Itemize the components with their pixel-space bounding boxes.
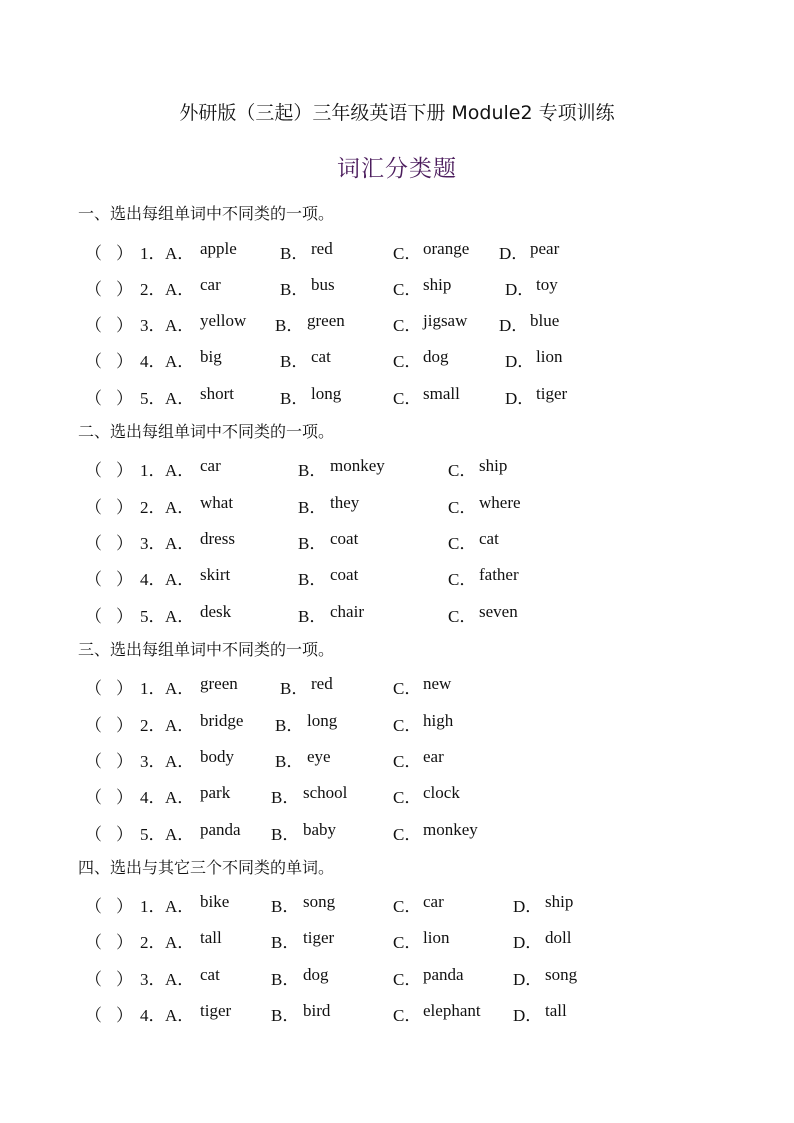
question-row xyxy=(0,347,794,369)
option-word: seven xyxy=(479,602,518,621)
answer-blank-close: ） xyxy=(116,498,133,517)
option-label: C． xyxy=(448,534,477,553)
question-number: 4． xyxy=(140,570,166,589)
option-label: A． xyxy=(165,788,195,807)
option-label: C． xyxy=(393,244,422,263)
question-number: 3． xyxy=(140,970,166,989)
answer-blank-open: （ xyxy=(85,897,102,916)
option-word: car xyxy=(200,456,221,475)
question-number: 3． xyxy=(140,534,166,553)
option-word: car xyxy=(423,892,444,911)
question-row xyxy=(0,311,794,333)
option-label: C． xyxy=(393,679,422,698)
option-label: B． xyxy=(280,389,309,408)
question-number: 2． xyxy=(140,933,166,952)
option-word: father xyxy=(479,565,519,584)
option-label: A． xyxy=(165,316,195,335)
option-word: doll xyxy=(545,928,572,947)
option-label: B． xyxy=(280,679,309,698)
question-number: 1． xyxy=(140,461,166,480)
option-word: cat xyxy=(200,965,220,984)
section-heading: 二、选出每组单词中不同类的一项。 xyxy=(78,422,335,441)
answer-blank-close: ） xyxy=(116,461,133,480)
question-row xyxy=(0,456,794,478)
question-number: 2． xyxy=(140,716,166,735)
section-heading: 三、选出每组单词中不同类的一项。 xyxy=(78,640,335,659)
option-label: B． xyxy=(298,570,327,589)
question-row xyxy=(0,239,794,261)
option-label: A． xyxy=(165,461,195,480)
answer-blank-close: ） xyxy=(116,534,133,553)
option-label: C． xyxy=(393,389,422,408)
option-word: clock xyxy=(423,783,460,802)
question-number: 5． xyxy=(140,607,166,626)
option-word: cat xyxy=(479,529,499,548)
option-label: B． xyxy=(271,970,300,989)
option-label: D． xyxy=(513,970,543,989)
option-word: lion xyxy=(423,928,450,947)
option-label: B． xyxy=(275,316,304,335)
option-label: B． xyxy=(271,788,300,807)
option-label: B． xyxy=(298,607,327,626)
option-word: tiger xyxy=(536,384,568,403)
option-label: A． xyxy=(165,825,195,844)
option-word: song xyxy=(303,892,336,911)
option-label: C． xyxy=(393,752,422,771)
option-word: skirt xyxy=(200,565,231,584)
question-row xyxy=(0,275,794,297)
question-number: 4． xyxy=(140,788,166,807)
answer-blank-open: （ xyxy=(85,607,102,626)
answer-blank-close: ） xyxy=(116,1006,133,1025)
option-label: A． xyxy=(165,679,195,698)
question-row xyxy=(0,674,794,696)
option-label: D． xyxy=(513,897,543,916)
option-word: small xyxy=(423,384,460,403)
option-word: cat xyxy=(311,347,331,366)
question-row xyxy=(0,783,794,805)
option-word: ship xyxy=(479,456,508,475)
option-label: B． xyxy=(280,280,309,299)
option-word: where xyxy=(479,493,521,512)
option-label: C． xyxy=(393,1006,422,1025)
question-row xyxy=(0,384,794,406)
question-row xyxy=(0,928,794,950)
option-word: car xyxy=(200,275,221,294)
answer-blank-open: （ xyxy=(85,534,102,553)
option-word: baby xyxy=(303,820,337,839)
option-label: B． xyxy=(271,933,300,952)
question-number: 5． xyxy=(140,389,166,408)
option-label: A． xyxy=(165,389,195,408)
question-row xyxy=(0,965,794,987)
option-label: A． xyxy=(165,570,195,589)
answer-blank-open: （ xyxy=(85,461,102,480)
question-number: 2． xyxy=(140,280,166,299)
option-label: D． xyxy=(513,933,543,952)
option-word: song xyxy=(545,965,578,984)
page-subtitle: 词汇分类题 xyxy=(337,156,457,182)
option-word: jigsaw xyxy=(423,311,468,330)
option-label: C． xyxy=(393,933,422,952)
answer-blank-open: （ xyxy=(85,970,102,989)
option-word: bike xyxy=(200,892,230,911)
answer-blank-open: （ xyxy=(85,788,102,807)
option-word: ear xyxy=(423,747,444,766)
option-word: red xyxy=(311,674,333,693)
option-label: A． xyxy=(165,897,195,916)
option-label: B． xyxy=(298,534,327,553)
option-word: green xyxy=(200,674,238,693)
option-word: bird xyxy=(303,1001,331,1020)
option-label: B． xyxy=(271,897,300,916)
option-label: C． xyxy=(448,607,477,626)
answer-blank-close: ） xyxy=(116,897,133,916)
option-word: panda xyxy=(423,965,464,984)
option-label: A． xyxy=(165,244,195,263)
question-number: 4． xyxy=(140,1006,166,1025)
answer-blank-close: ） xyxy=(116,752,133,771)
option-label: B． xyxy=(298,498,327,517)
answer-blank-close: ） xyxy=(116,970,133,989)
answer-blank-close: ） xyxy=(116,280,133,299)
option-label: B． xyxy=(275,716,304,735)
section-heading: 四、选出与其它三个不同类的单词。 xyxy=(78,858,335,877)
option-word: new xyxy=(423,674,452,693)
option-word: big xyxy=(200,347,222,366)
question-row xyxy=(0,711,794,733)
answer-blank-close: ） xyxy=(116,933,133,952)
option-label: B． xyxy=(275,752,304,771)
question-number: 1． xyxy=(140,244,166,263)
option-word: coat xyxy=(330,529,359,548)
answer-blank-open: （ xyxy=(85,316,102,335)
option-word: dog xyxy=(303,965,329,984)
answer-blank-close: ） xyxy=(116,389,133,408)
answer-blank-open: （ xyxy=(85,352,102,371)
option-word: green xyxy=(307,311,345,330)
option-word: coat xyxy=(330,565,359,584)
option-word: bridge xyxy=(200,711,244,730)
answer-blank-open: （ xyxy=(85,389,102,408)
question-number: 4． xyxy=(140,352,166,371)
question-row xyxy=(0,1001,794,1023)
option-word: long xyxy=(307,711,338,730)
option-word: monkey xyxy=(423,820,478,839)
answer-blank-open: （ xyxy=(85,1006,102,1025)
option-label: C． xyxy=(448,570,477,589)
option-label: D． xyxy=(513,1006,543,1025)
option-label: A． xyxy=(165,352,195,371)
answer-blank-open: （ xyxy=(85,244,102,263)
answer-blank-open: （ xyxy=(85,498,102,517)
option-label: A． xyxy=(165,498,195,517)
question-number: 5． xyxy=(140,825,166,844)
option-word: long xyxy=(311,384,342,403)
option-label: C． xyxy=(393,788,422,807)
option-word: body xyxy=(200,747,234,766)
option-label: A． xyxy=(165,1006,195,1025)
option-word: panda xyxy=(200,820,241,839)
option-word: blue xyxy=(530,311,560,330)
option-word: what xyxy=(200,493,234,512)
option-label: B． xyxy=(271,1006,300,1025)
option-label: A． xyxy=(165,607,195,626)
answer-blank-open: （ xyxy=(85,570,102,589)
option-word: monkey xyxy=(330,456,385,475)
option-label: A． xyxy=(165,534,195,553)
question-row xyxy=(0,892,794,914)
option-label: A． xyxy=(165,716,195,735)
option-label: B． xyxy=(280,352,309,371)
option-word: desk xyxy=(200,602,232,621)
option-word: dress xyxy=(200,529,235,548)
option-word: tiger xyxy=(200,1001,232,1020)
option-label: A． xyxy=(165,933,195,952)
section-heading: 一、选出每组单词中不同类的一项。 xyxy=(78,204,335,223)
option-label: C． xyxy=(393,316,422,335)
option-label: D． xyxy=(505,389,535,408)
option-word: red xyxy=(311,239,333,258)
option-label: C． xyxy=(448,461,477,480)
option-word: ship xyxy=(545,892,574,911)
option-label: A． xyxy=(165,752,195,771)
option-label: D． xyxy=(499,244,529,263)
question-row xyxy=(0,602,794,624)
question-row xyxy=(0,529,794,551)
option-label: D． xyxy=(505,352,535,371)
option-word: toy xyxy=(536,275,558,294)
option-label: D． xyxy=(499,316,529,335)
option-word: orange xyxy=(423,239,470,258)
answer-blank-close: ） xyxy=(116,316,133,335)
option-word: tall xyxy=(200,928,222,947)
option-word: eye xyxy=(307,747,331,766)
answer-blank-close: ） xyxy=(116,679,133,698)
answer-blank-open: （ xyxy=(85,825,102,844)
question-number: 3． xyxy=(140,752,166,771)
option-label: C． xyxy=(448,498,477,517)
option-word: short xyxy=(200,384,234,403)
option-label: A． xyxy=(165,970,195,989)
answer-blank-close: ） xyxy=(116,244,133,263)
answer-blank-open: （ xyxy=(85,280,102,299)
option-word: high xyxy=(423,711,454,730)
option-label: C． xyxy=(393,970,422,989)
option-label: D． xyxy=(505,280,535,299)
option-label: A． xyxy=(165,280,195,299)
option-label: C． xyxy=(393,825,422,844)
question-row xyxy=(0,820,794,842)
option-word: pear xyxy=(530,239,560,258)
answer-blank-close: ） xyxy=(116,570,133,589)
question-number: 1． xyxy=(140,679,166,698)
option-label: C． xyxy=(393,716,422,735)
option-word: elephant xyxy=(423,1001,481,1020)
option-word: school xyxy=(303,783,348,802)
answer-blank-open: （ xyxy=(85,752,102,771)
option-word: ship xyxy=(423,275,452,294)
answer-blank-close: ） xyxy=(116,716,133,735)
option-word: bus xyxy=(311,275,335,294)
option-word: park xyxy=(200,783,231,802)
question-number: 2． xyxy=(140,498,166,517)
question-row xyxy=(0,747,794,769)
answer-blank-close: ） xyxy=(116,607,133,626)
question-number: 1． xyxy=(140,897,166,916)
option-word: tall xyxy=(545,1001,567,1020)
option-label: C． xyxy=(393,352,422,371)
option-label: C． xyxy=(393,280,422,299)
option-word: chair xyxy=(330,602,364,621)
option-label: B． xyxy=(271,825,300,844)
question-row xyxy=(0,493,794,515)
option-word: lion xyxy=(536,347,563,366)
option-word: they xyxy=(330,493,360,512)
option-word: tiger xyxy=(303,928,335,947)
answer-blank-open: （ xyxy=(85,716,102,735)
option-label: C． xyxy=(393,897,422,916)
option-word: yellow xyxy=(200,311,247,330)
answer-blank-open: （ xyxy=(85,679,102,698)
option-word: apple xyxy=(200,239,237,258)
option-word: dog xyxy=(423,347,449,366)
answer-blank-close: ） xyxy=(116,352,133,371)
question-number: 3． xyxy=(140,316,166,335)
answer-blank-open: （ xyxy=(85,933,102,952)
question-row xyxy=(0,565,794,587)
answer-blank-close: ） xyxy=(116,825,133,844)
answer-blank-close: ） xyxy=(116,788,133,807)
page-title: 外研版（三起）三年级英语下册 Module2 专项训练 xyxy=(179,102,615,124)
option-label: B． xyxy=(298,461,327,480)
option-label: B． xyxy=(280,244,309,263)
